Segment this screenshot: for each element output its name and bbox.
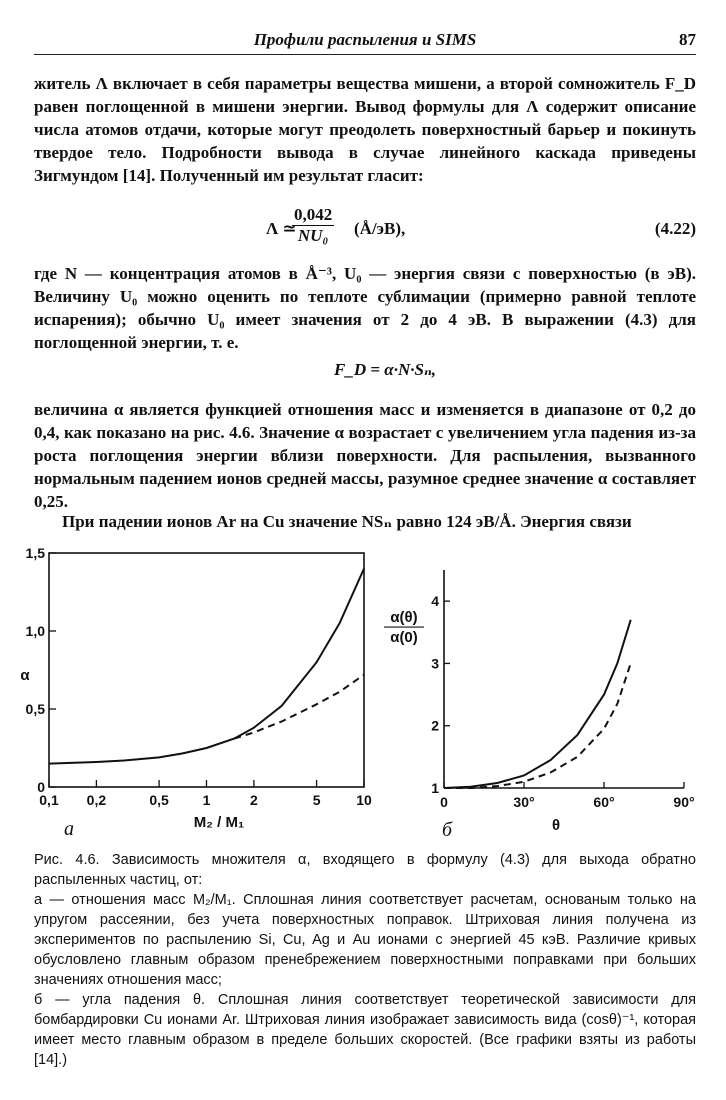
panel-b-xtick-label: 30° [513,794,535,810]
panel-b-ylabel-denominator: α(0) [390,629,418,647]
panel-b-xlabel: θ [551,817,561,834]
caption-title: Рис. 4.6. Зависимость множителя α, входящего в формулу (4.3) для выхода обратно распыленных частиц, от: [34,852,696,888]
equation-number: (4.22) [654,219,696,238]
running-title: Профили распыления и SIMS [253,30,477,49]
paragraph-3: величина α является функцией отношения масс и изменяется в диапазоне от 0,2 до 0,4, как показано на рис. 4.6. Значение α возрастает с увеличением угла падения из-за роста поглощения энергии вблизи поверхности. Для распыления, вызванного нормальным падением ионов средней массы, разумное среднее значение α составляет 0,25. [34,400,696,511]
panel-a-xlabel: M₂ / M₁ [193,814,245,831]
panel-a-ytick-label: 0 [37,779,45,795]
panel-a-ytick-label: 1,5 [25,545,45,561]
panel-a-xtick-label: 0,2 [86,792,107,808]
panel-b-ytick-label: 4 [431,593,439,610]
header-rule [34,54,696,55]
equation-denominator: NU₀ [297,226,329,245]
panel-b-ytick-label: 1 [431,780,439,796]
equation-numerator: 0,042 [294,205,333,224]
caption-panel-b: б — угла падения θ. Сплошная линия соответствует теоретической зависимости для бомбардировки Cu ионами Ar. Штриховая линия изображает зависимость вида (cosθ)⁻¹, которая имеет место главным образом в пределе больших скоростей. (Все графики взяты из работы [14].) [34,992,696,1068]
panel-a-ytick-label: 1,0 [25,623,45,639]
paragraph-4: При падении ионов Ar на Cu значение NSₙ равно 124 эВ/Å. Энергия связи [62,512,632,531]
panel-a-xtick-label: 1 [202,792,211,808]
panel-b-letter: б [441,819,453,841]
equation-fraction [292,205,334,246]
panel-a-xtick-label: 0,5 [149,792,169,808]
panel-a-letter: а [64,818,74,840]
panel-a-frame [49,553,364,787]
panel-b-series-dashed [444,663,631,788]
panel-a-xtick-label: 10 [356,792,372,808]
panel-a-ytick-label: 0,5 [25,701,45,717]
panel-b-ylabel-numerator: α(θ) [390,609,418,627]
panel-a-xtick-label: 5 [312,792,321,808]
equation-4-22 [34,205,696,257]
panel-b-xtick-label: 90° [673,794,695,810]
equation-fd-expr: F_D = α·N·Sₙ, [334,360,436,379]
running-header [34,28,696,52]
equation-lhs: Λ ≃ [266,219,297,238]
paragraph-1: житель Λ включает в себя параметры вещества мишени, а второй сомножитель F_D равен поглощенной в мишени энергии. Вывод формулы для Λ содержит описание числа атомов отдачи, которые могут преодолеть поверхностный барьер и покинуть твердое тело. Подробности вывода в случае линейного каскада приведены Зигмундом [14]. Полученный им результат гласит: [34,74,696,185]
caption-panel-a: а — отношения масс M₂/M₁. Сплошная линия соответствует расчетам, основаным только на упругом рассеянии, без учета поверхностных поправок. Штриховая линия получена из экспериментов по распылению Si, Cu, Ag и Au ионами с энергией 45 кэВ. Различие кривых обусловлено главным образом пренебрежением поверхностными поправками при больших значениях отношения масс; [34,892,696,988]
page-number: 87 [679,30,696,49]
panel-a-xtick-label: 2 [250,792,258,808]
equation-unit: (Å/эВ), [354,219,406,238]
panel-b-ytick-label: 3 [431,655,439,672]
panel-b-series-solid [444,620,631,788]
panel-b-ytick-label: 2 [431,717,439,734]
figure-svg [20,540,696,845]
equation-fd [34,360,696,390]
figure-4-6 [20,540,696,845]
paragraph-2: где N — концентрация атомов в Å⁻³, U₀ — энергия связи с поверхностью (в эВ). Величину U₀ можно оценить по теплоте сублимации (примерно равной теплоте испарения); обычно U₀ имеет значения от 2 до 4 эВ. В выражении (4.3) для поглощенной энергии, т. е. [34,264,696,352]
figure-caption [34,850,696,1070]
panel-b-xtick-label: 60° [593,794,615,810]
panel-a-ylabel: α [20,667,30,684]
panel-b-xtick-label: 0 [440,794,448,810]
panel-a-series-solid [49,569,364,764]
panel-a-xtick-label: 0,1 [39,792,59,808]
